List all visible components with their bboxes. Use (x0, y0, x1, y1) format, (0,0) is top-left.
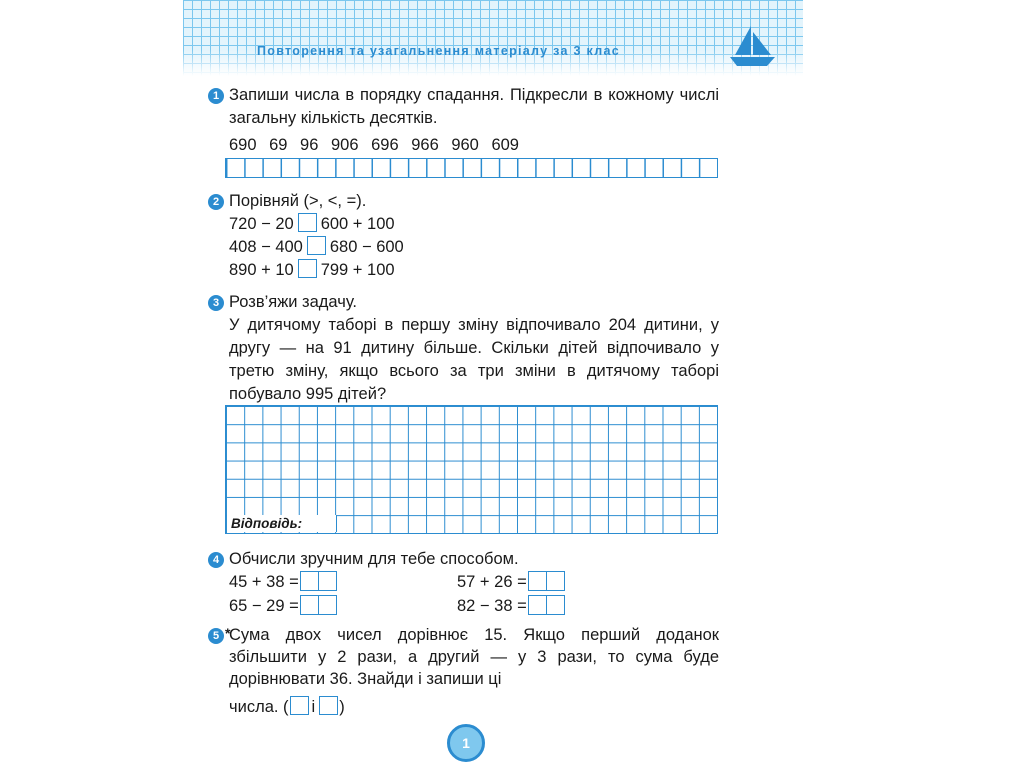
task-1 (212, 84, 719, 157)
number-answer-box[interactable] (319, 696, 338, 715)
task-5 (212, 624, 719, 719)
comparison-right: 600 + 100 (320, 215, 395, 233)
expression (457, 595, 565, 618)
word-problem-text: У дитячому таборі в першу зміну відпочивало 204 дитини, у другу — на 91 дитину більше. Скільки дітей відпочивало у третю зміну, якщо всього за три зміни в дитячому таборі побувало 995 дітей? (229, 316, 719, 403)
comparison-left: 408 − 400 (229, 238, 303, 256)
task-4 (212, 548, 719, 618)
close-paren: ) (339, 698, 345, 716)
answer-line (229, 696, 719, 719)
task-number-badge: 2 (208, 194, 224, 210)
task-instruction: Порівняй (>, <, =). (229, 192, 367, 210)
expression-text: 65 − 29 = (229, 597, 299, 615)
comparison-answer-box[interactable] (307, 236, 326, 255)
tail-word: числа. (229, 698, 279, 716)
answer-cells[interactable] (302, 571, 337, 591)
comparison-row (229, 259, 719, 282)
comparison-left: 720 − 20 (229, 215, 294, 233)
task-2 (212, 190, 719, 282)
difficulty-star: * (225, 625, 231, 641)
and-word: і (311, 698, 316, 716)
page-number: 1 (447, 724, 485, 762)
expression-text: 82 − 38 = (457, 597, 527, 615)
task-number-badge: 3 (208, 295, 224, 311)
sailboat-icon (727, 22, 777, 72)
task-3 (212, 291, 719, 406)
word-problem-text: Сума двох чисел дорівнює 15. Якщо перший доданок збільшити у 2 рази, а другий — у 3 рази, то сума буде дорівнювати 36. Знайди і запиши ці (229, 626, 719, 688)
answer-cells[interactable] (530, 595, 565, 615)
expression-column-left (229, 571, 457, 618)
task-number-badge: 1 (208, 88, 224, 104)
answer-cells[interactable] (530, 571, 565, 591)
comparison-left: 890 + 10 (229, 261, 294, 279)
section-title: Повторення та узагальнення матеріалу за 3 клас (257, 44, 620, 58)
solution-grid[interactable] (225, 405, 718, 534)
expression-column-right (457, 571, 565, 618)
comparison-right: 799 + 100 (320, 261, 395, 279)
comparison-right: 680 − 600 (329, 238, 404, 256)
page-header (183, 0, 803, 76)
number-list: 690 69 96 906 696 966 960 609 (229, 136, 519, 154)
expression-columns (229, 571, 719, 618)
open-paren: ( (283, 698, 289, 716)
expression (229, 595, 457, 618)
answer-grid-strip[interactable] (225, 158, 718, 178)
answer-label: Відповідь: (227, 515, 337, 532)
expression-text: 57 + 26 = (457, 573, 527, 591)
task-instruction: Розв’яжи задачу. (229, 293, 358, 311)
comparison-answer-box[interactable] (298, 259, 317, 278)
task-instruction: Запиши числа в порядку спадання. Підкресли в кожному числі загальну кількість десятків. (229, 86, 719, 127)
task-instruction: Обчисли зручним для тебе способом. (229, 550, 519, 568)
expression (229, 571, 457, 594)
answer-cells[interactable] (302, 595, 337, 615)
comparison-row (229, 236, 719, 259)
workbook-page (183, 0, 803, 768)
number-answer-box[interactable] (290, 696, 309, 715)
comparison-answer-box[interactable] (298, 213, 317, 232)
expression (457, 571, 565, 594)
task-number-badge: 5 (208, 628, 224, 644)
expression-text: 45 + 38 = (229, 573, 299, 591)
comparison-row (229, 213, 719, 236)
task-number-badge: 4 (208, 552, 224, 568)
